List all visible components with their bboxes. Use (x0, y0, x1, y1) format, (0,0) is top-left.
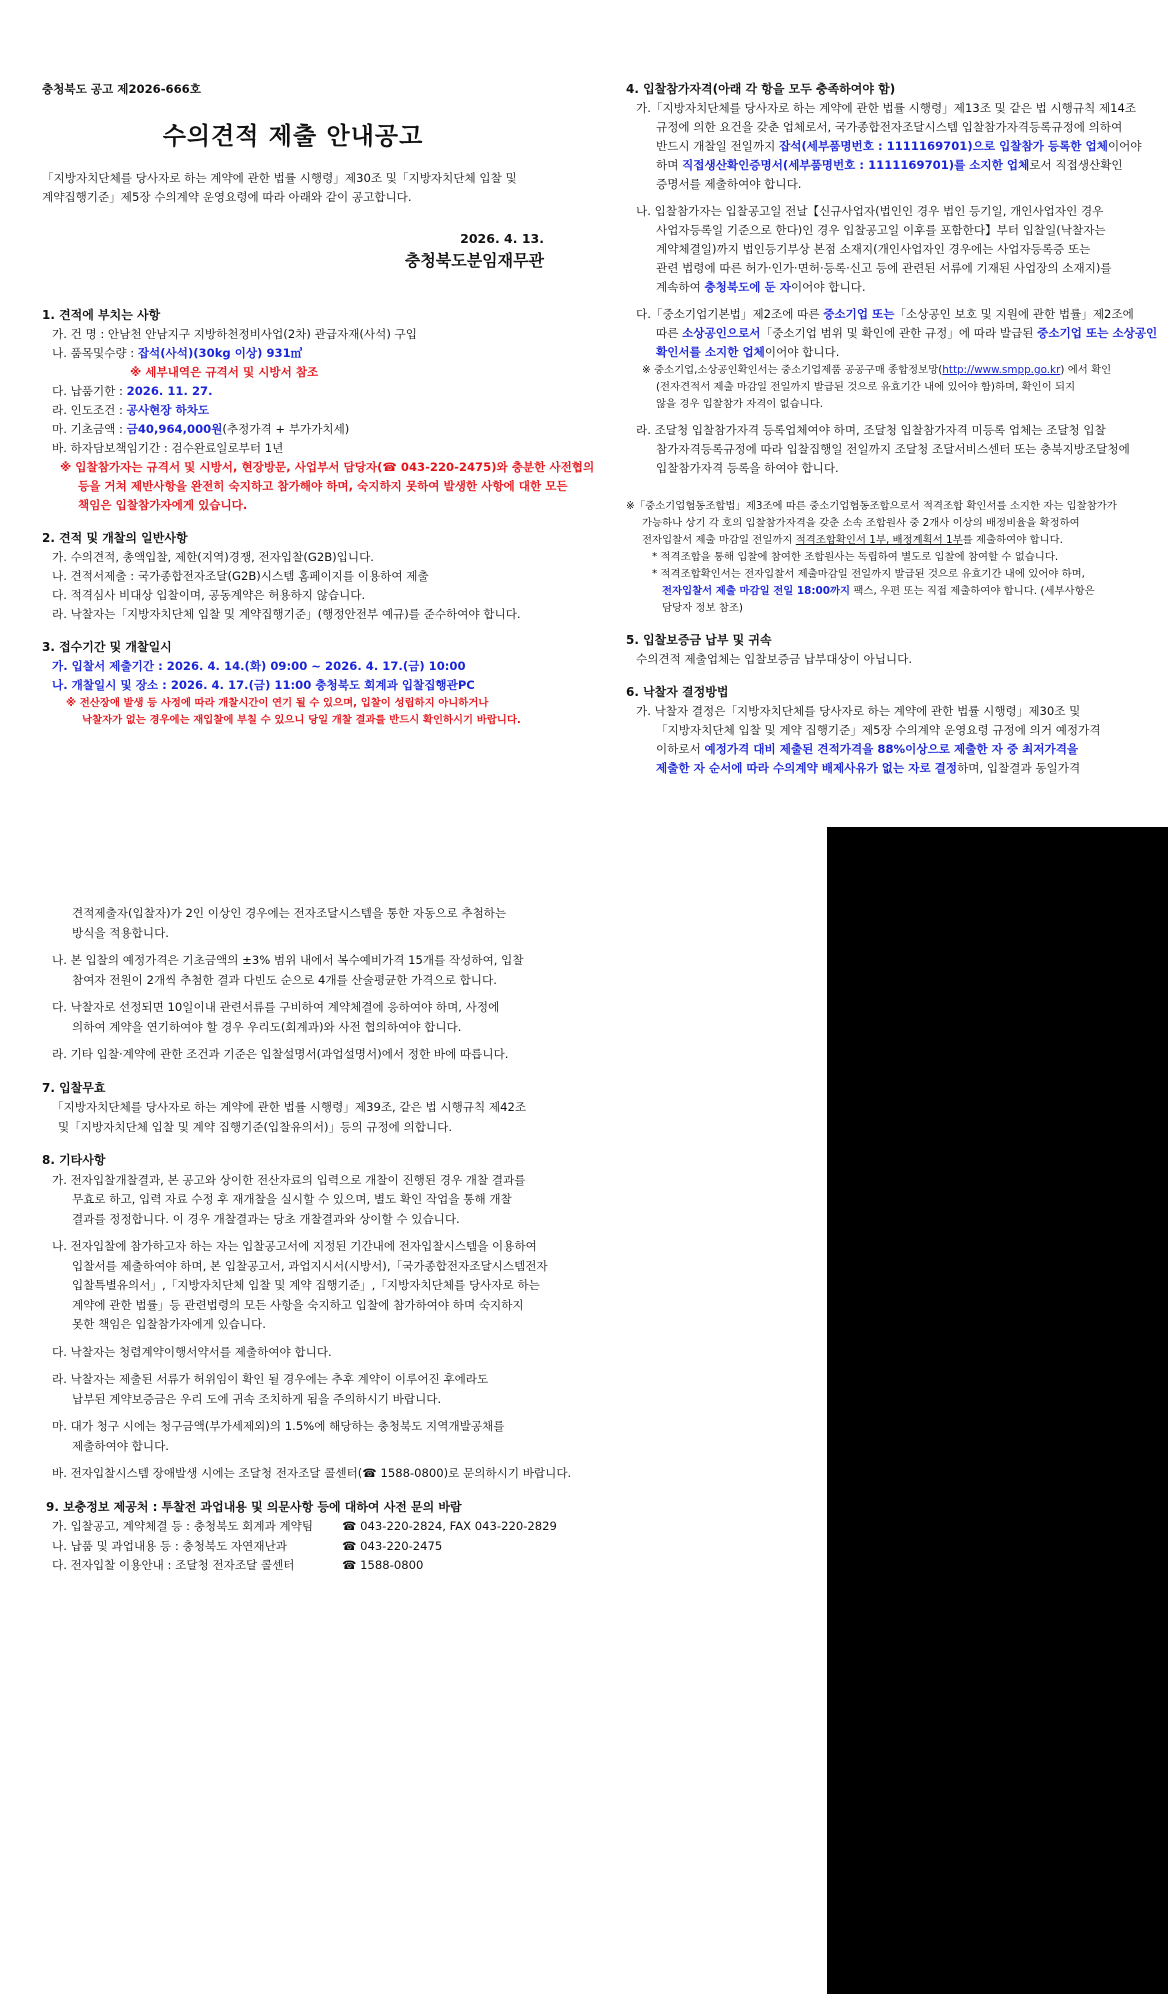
s2-item: 나. 견적서제출 : 국가종합전자조달(G2B)시스템 홈페이지를 이용하여 제출 (52, 569, 429, 583)
notice-date: 2026. 4. 13. (460, 231, 544, 246)
page-title: 수의견적 제출 안내공고 (162, 122, 424, 150)
contact-row (42, 1517, 557, 1537)
left-column-bottom (42, 904, 572, 1576)
section-8-heading: 8. 기타사항 (42, 1153, 106, 1167)
s6-na-line: 나. 본 입찰의 예정가격은 기초금액의 ±3% 범위 내에서 복수예비가격 15개를 작성하여, 입찰 (52, 953, 524, 967)
s4-na-line: 나. 입찰참가자는 입찰공고일 전날【신규사업자(법인인 경우 법인 등기일, 개인사업자인 경우 (636, 204, 1104, 218)
section-2-heading: 2. 견적 및 개찰의 일반사항 (42, 531, 188, 545)
s8-na-line: 계약에 관한 법률」등 관련법령의 모든 사항을 숙지하고 입찰에 참가하여야 하며 숙지하지 (72, 1297, 524, 1312)
s4-ga-line: 하며 직접생산확인증명서(세부품명번호 : 1111169701)를 소지한 업체로서 직접생산확인 (656, 158, 1123, 172)
s4-da-line: 따른 소상공인으로서「중소기업 범위 및 확인에 관한 규정」에 따라 발급된 중소기업 또는 소상공인 (656, 326, 1158, 340)
coop-note-line: 가능하나 상기 각 호의 입찰참가자격을 갖춘 소속 조합원사 중 2개사 이상의 배정비율을 확정하여 (642, 517, 1080, 529)
s3-warning-1: ※ 전산장애 발생 등 사정에 따라 개찰시간이 연기 될 수 있으며, 입찰이 성립하지 아니하거나 (66, 697, 489, 709)
s8-ga-line: 무효로 하고, 입력 자료 수정 후 재개찰을 실시할 수 있으며, 별도 확인 작업을 통해 개찰 (72, 1192, 512, 1206)
smpp-link[interactable]: http://www.smpp.go.kr (942, 364, 1061, 376)
s8-ra-line: 라. 낙찰자는 제출된 서류가 허위임이 확인 될 경우에는 추후 계약이 이루어진 후에라도 (52, 1372, 489, 1386)
item-name: 가. 건 명 : 안남천 안남지구 지방하천정비사업(2차) 관급자재(사석) 구입 (52, 327, 417, 341)
notice-number: 충청북도 공고 제2026-666호 (42, 82, 201, 96)
item-base-price: 마. 기초금액 : 금40,964,000원(추정가격 + 부가가치세) (52, 422, 350, 436)
s8-ga-line: 결과를 정정합니다. 이 경우 개찰결과는 당초 개찰결과와 상이할 수 있습니다. (72, 1211, 460, 1226)
s8-na-line: 나. 전자입찰에 참가하고자 하는 자는 입찰공고서에 지정된 기간내에 전자입찰시스템을 이용하여 (52, 1239, 537, 1253)
intro-line-2: 계약집행기준」제5장 수의계약 운영요령에 따라 아래와 같이 공고합니다. (42, 190, 412, 204)
section-1-heading: 1. 견적에 부치는 사항 (42, 308, 161, 322)
contact-row (42, 1537, 550, 1557)
submission-period: 가. 입찰서 제출기간 : 2026. 4. 14.(화) 09:00 ~ 2026. 4. 17.(금) 10:00 (52, 659, 466, 673)
s8-ma-line: 제출하여야 합니다. (72, 1438, 169, 1453)
s6-na-line: 참여자 전원이 2개씩 추첨한 결과 다빈도 순으로 4개를 산술평균한 가격으로 합니다. (72, 972, 497, 987)
item-warranty: 바. 하자담보책임기간 : 검수완료일로부터 1년 (52, 441, 284, 455)
s6-cont-line: 견적제출자(입찰자)가 2인 이상인 경우에는 전자조달시스템을 통한 자동으로 추첨하는 (72, 906, 507, 920)
contact-label: 다. 전자입찰 이용안내 : 조달청 전자조달 콜센터 (52, 1558, 295, 1572)
coop-sub-note: 담당자 정보 참조) (662, 602, 743, 614)
s8-ga-line: 가. 전자입찰개찰결과, 본 공고와 상이한 전산자료의 입력으로 개찰이 진행된 경우 개찰 결과를 (52, 1172, 526, 1187)
s4-ra-line: 참가자격등록규정에 따라 입찰집행일 전일까지 조달청 조달서비스센터 또는 충북지방조달청에 (656, 442, 1130, 456)
s6-line: 「지방자치단체 입찰 및 계약 집행기준」제5장 수의계약 운영요령 규정에 의거 예정가격 (656, 723, 1101, 737)
s6-line: 제출한 자 순서에 따라 수의계약 배제사유가 없는 자로 결정하며, 입찰결과 동일가격 (656, 761, 1081, 775)
contact-label: 나. 납품 및 과업내용 등 : 충청북도 자연재난과 (52, 1538, 287, 1553)
s8-na-line: 입찰특별유의서」,「지방자치단체 입찰 및 계약 집행기준」,「지방자치단체를 당사자로 하는 (72, 1278, 540, 1292)
contact-phone: ☎ 043-220-2824, FAX 043-220-2829 (342, 1519, 557, 1533)
s6-line: 가. 낙찰자 결정은「지방자치단체를 당사자로 하는 계약에 관한 법률 시행령」제30조 및 (636, 704, 1081, 718)
left-column-top (42, 80, 595, 729)
coop-sub-note: * 적격조합확인서는 전자입찰서 제출마감일 전일까지 발급된 것으로 유효기간 내에 있어야 하며, (652, 568, 1085, 580)
sme-note-line: 않을 경우 입찰참가 자격이 없습니다. (656, 398, 824, 410)
s4-na-line: 사업자등록일 기준으로 한다)인 경우 입찰공고일 이후를 포함한다】부터 입찰일(낙찰자는 (656, 223, 1106, 237)
section-7-heading: 7. 입찰무효 (42, 1080, 106, 1095)
issuer: 충청북도분임재무관 (404, 251, 544, 270)
s8-da-line: 다. 낙찰자는 청렴계약이행서약서를 제출하여야 합니다. (52, 1344, 332, 1359)
s4-da-line: 다.「중소기업기본법」제2조에 따른 중소기업 또는「소상공인 보호 및 지원에 관한 법률」제2조에 (636, 307, 1134, 321)
redaction-block (827, 827, 1168, 1994)
opening-datetime: 나. 개찰일시 및 장소 : 2026. 4. 17.(금) 11:00 충청북도 회계과 입찰집행관PC (52, 678, 475, 692)
coop-sub-note: * 적격조합을 통해 입찰에 참여한 조합원사는 독립하여 별도로 입찰에 참여할 수 없습니다. (652, 551, 1059, 563)
s6-da-line: 의하여 계약을 연기하여야 할 경우 우리도(회계과)와 사전 협의하여야 합니다. (72, 1019, 462, 1034)
item-quantity: 나. 품목및수량 : 잡석(사석)(30kg 이상) 931㎥ (52, 346, 303, 360)
quantity-note: ※ 세부내역은 규격서 및 시방서 참조 (130, 365, 319, 379)
s2-item: 다. 적격심사 비대상 입찰이며, 공동계약은 허용하지 않습니다. (52, 588, 366, 602)
section-6-heading: 6. 낙찰자 결정방법 (626, 685, 729, 699)
s4-ra-line: 라. 조달청 입찰참가자격 등록업체여야 하며, 조달청 입찰참가자격 미등록 업체는 조달청 입찰 (636, 423, 1106, 437)
coop-sub-note: 전자입찰서 제출 마감일 전일 18:00까지 팩스, 우편 또는 직접 제출하여야 합니다. (세부사항은 (662, 585, 1095, 597)
section-3-heading: 3. 접수기간 및 개찰일시 (42, 640, 172, 654)
item-delivery: 라. 인도조건 : 공사현장 하차도 (52, 403, 210, 417)
s8-ra-line: 납부된 계약보증금은 우리 도에 귀속 조치하게 됨을 주의하시기 바랍니다. (72, 1391, 442, 1406)
s6-ra-line: 라. 기타 입찰·계약에 관한 조건과 기준은 입찰설명서(과업설명서)에서 정한 바에 따릅니다. (52, 1047, 509, 1061)
sme-note: ※ 중소기업,소상공인확인서는 중소기업제품 공공구매 종합정보망(http://www.smpp.go.kr) 에서 확인 (642, 364, 1112, 376)
s3-warning-2: 낙찰자가 없는 경우에는 재입찰에 부칠 수 있으니 당일 개찰 결과를 반드시 확인하시기 바랍니다. (82, 714, 521, 726)
contact-phone: ☎ 1588-0800 (342, 1558, 424, 1572)
s8-na-line: 못한 책임은 입찰참가자에게 있습니다. (72, 1317, 266, 1331)
contact-row (42, 1556, 550, 1576)
s7-line: 및「지방자치단체 입찰 및 계약 집행기준(입찰유의서)」등의 규정에 의합니다. (58, 1119, 453, 1134)
s4-ga-line: 증명서를 제출하여야 합니다. (656, 177, 802, 191)
right-column-top (626, 80, 1158, 778)
s5-text: 수의견적 제출업체는 입찰보증금 납부대상이 아닙니다. (636, 652, 913, 666)
s8-ba-line: 바. 전자입찰시스템 장애발생 시에는 조달청 전자조달 콜센터(☎ 1588-0800)로 문의하시기 바랍니다. (52, 1466, 572, 1480)
s4-na-line: 계속하여 충청북도에 둔 자이어야 합니다. (656, 280, 866, 294)
s7-line: 「지방자치단체를 당사자로 하는 계약에 관한 법률 시행령」제39조, 같은 법 시행규칙 제42조 (52, 1100, 527, 1114)
s4-da-line: 확인서를 소지한 업체이어야 합니다. (656, 345, 840, 359)
s4-na-line: 관련 법령에 따른 허가·인가·면허·등록·신고 등에 관련된 서류에 기재된 사업장의 소재지)를 (656, 261, 1112, 275)
coop-note-line: ※「중소기업협동조합법」제3조에 따른 중소기업협동조합으로서 적격조합 확인서를 소지한 자는 입찰참가가 (626, 500, 1117, 512)
section-5-heading: 5. 입찰보증금 납부 및 귀속 (626, 633, 772, 647)
coop-note-line: 전자입찰서 제출 마감일 전일까지 적격조합확인서 1부, 배정계획서 1부를 제출하여야 합니다. (642, 534, 1063, 546)
s8-ma-line: 마. 대가 청구 시에는 청구금액(부가세제외)의 1.5%에 해당하는 충청북도 지역개발공채를 (52, 1419, 505, 1433)
s4-ga-line: 가.「지방자치단체를 당사자로 하는 계약에 관한 법률 시행령」제13조 및 같은 법 시행규칙 제14조 (636, 101, 1137, 115)
s4-ga-line: 규정에 의한 요건을 갖춘 업체로서, 국가종합전자조달시스템 입찰참가자격등록규정에 의하여 (656, 120, 1123, 134)
s6-line: 이하로서 예정가격 대비 제출된 견적가격을 88%이상으로 제출한 자 중 최저가격을 (656, 742, 1079, 756)
s8-na-line: 입찰서를 제출하여야 하며, 본 입찰공고서, 과업지시서(시방서),「국가종합전자조달시스템전자 (72, 1258, 548, 1273)
contact-label: 가. 입찰공고, 계약체결 등 : 충청북도 회계과 계약팀 (52, 1519, 314, 1533)
intro-line-1: 「지방자치단체를 당사자로 하는 계약에 관한 법률 시행령」제30조 및「지방자치단체 입찰 및 (42, 171, 517, 185)
warning-line-1: ※ 입찰참가자는 규격서 및 시방서, 현장방문, 사업부서 담당자(☎ 043-220-2475)와 충분한 사전협의 (60, 460, 595, 474)
s6-cont-line: 방식을 적용합니다. (72, 925, 169, 940)
warning-line-3: 책임은 입찰참가자에게 있습니다. (78, 498, 248, 512)
sme-note-line: (전자견적서 제출 마감일 전일까지 발급된 것으로 유효기간 내에 있어야 함)하며, 확인이 되지 (656, 381, 1076, 393)
warning-line-2: 등을 거쳐 제반사항을 완전히 숙지하고 참가해야 하며, 숙지하지 못하여 발생한 사항에 대한 모든 (78, 479, 568, 493)
s4-ga-line: 반드시 개찰일 전일까지 잡석(세부품명번호 : 1111169701)으로 입찰참가 등록한 업체이어야 (656, 139, 1142, 153)
s2-item: 라. 낙찰자는「지방자치단체 입찰 및 계약집행기준」(행정안전부 예규)를 준수하여야 합니다. (52, 607, 521, 621)
s4-na-line: 계약체결일)까지 법인등기부상 본점 소재지(개인사업자인 경우에는 사업자등록증 또는 (656, 242, 1091, 256)
section-9-heading: 9. 보충정보 제공처 : 투찰전 과업내용 및 의문사항 등에 대하여 사전 문의 바람 (46, 1499, 462, 1514)
s2-item: 가. 수의견적, 총액입찰, 제한(지역)경쟁, 전자입찰(G2B)입니다. (52, 550, 374, 564)
section-4-heading: 4. 입찰참가자격(아래 각 항을 모두 충족하여야 함) (626, 82, 896, 96)
contact-phone: ☎ 043-220-2475 (342, 1538, 443, 1553)
item-due: 다. 납품기한 : 2026. 11. 27. (52, 384, 213, 398)
s4-ra-line: 입찰참가자격 등록을 하여야 합니다. (656, 461, 839, 475)
s6-da-line: 다. 낙찰자로 선정되면 10일이내 관련서류를 구비하여 계약체결에 응하여야 하며, 사정에 (52, 1000, 500, 1014)
